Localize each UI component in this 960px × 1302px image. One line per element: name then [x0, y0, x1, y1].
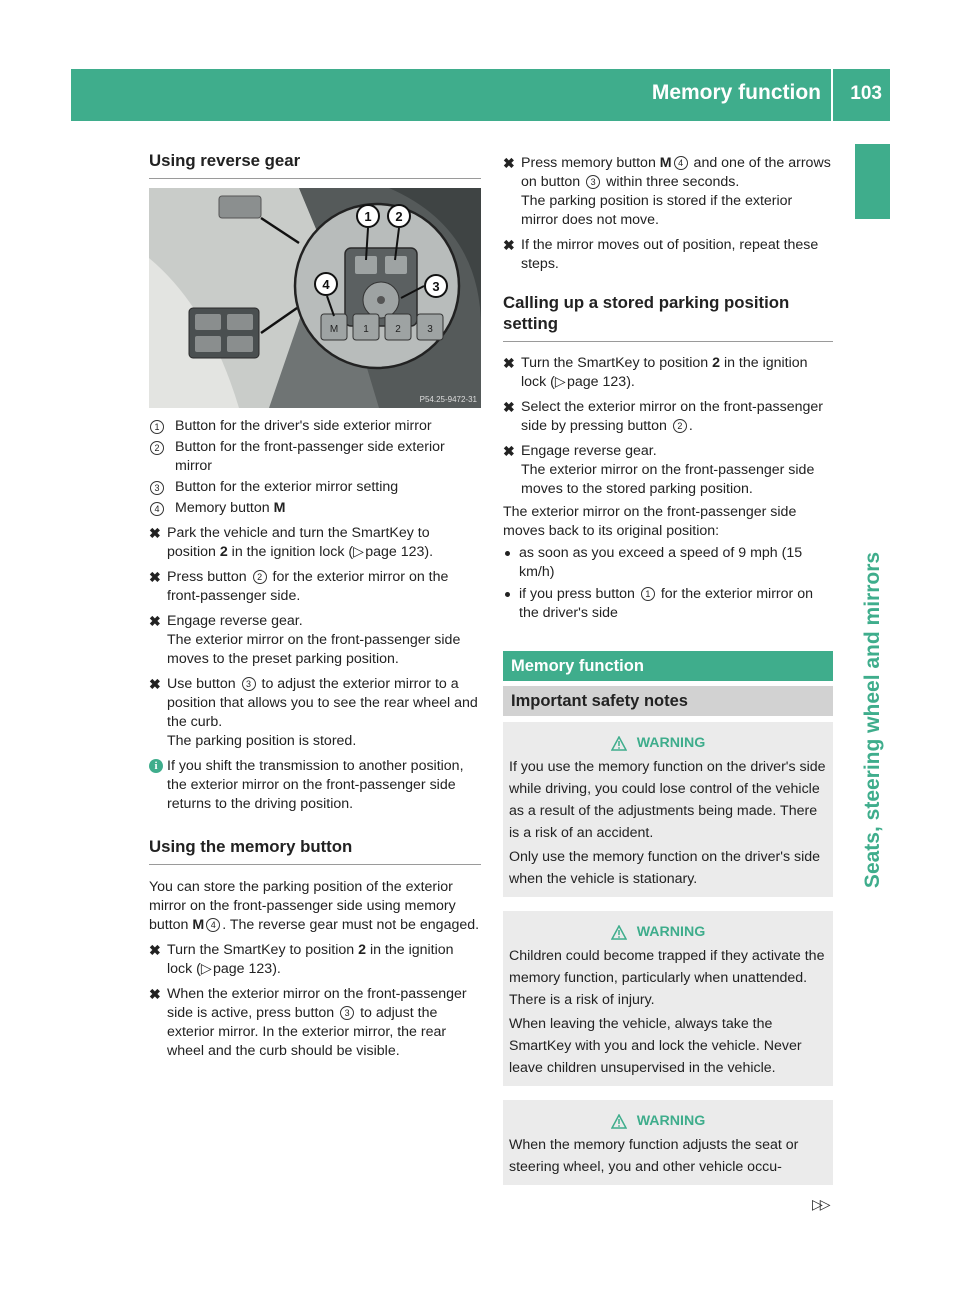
step-arrow-icon: ✖	[149, 942, 161, 958]
warning-box: WARNING If you use the memory function on the driver's side while driving, you could lose control of the vehicle as a result of the adjustments being made. There is a risk of an accident. Only use the memory function on the driver's side when the vehicle is stationary.	[503, 722, 833, 897]
callout-number: 1	[150, 420, 164, 434]
bullet-item: as soon as you exceed a speed of 9 mph (15 km/h)	[503, 544, 833, 582]
bullet-icon	[505, 592, 510, 597]
subsection-safety-notes: Important safety notes	[503, 686, 833, 716]
warning-box: WARNING Children could become trapped if they activate the memory function, particularly when unattended. There is a risk of injury. When leaving the vehicle, always take the SmartKey with you and lock the vehicle. Never leave children unsupervised in the vehicle.	[503, 911, 833, 1086]
legend-item: 3 Button for the exterior mirror setting	[149, 478, 481, 497]
callout-2: 2	[395, 209, 403, 224]
page-link[interactable]: page 123).	[567, 374, 635, 390]
legend-item: 4 Memory button M	[149, 499, 481, 518]
callout-1: 1	[364, 209, 372, 224]
callout-3: 3	[432, 279, 440, 294]
right-column	[503, 150, 833, 1185]
step-engage-reverse: ✖ Engage reverse gear. The exterior mirror on the front-passenger side moves to the preset parking position.	[149, 613, 461, 667]
step-arrow-icon: ✖	[149, 525, 161, 541]
step-arrow-icon: ✖	[503, 237, 515, 253]
step-engage-reverse-2: ✖ Engage reverse gear. The exterior mirror on the front-passenger side moves to the stored parking position.	[503, 443, 815, 497]
step-turn-smartkey-2: ✖ Turn the SmartKey to position 2 in the ignition lock (▷ page 123).	[503, 355, 808, 390]
heading-calling-up: Calling up a stored parking position setting	[503, 292, 833, 342]
step-arrow-icon: ✖	[149, 613, 161, 629]
legend-item: 2 Button for the front-passenger side exterior mirror	[149, 438, 481, 476]
info-note: i If you shift the transmission to another position, the exterior mirror on the front-passenger side returns to the driving position.	[149, 757, 481, 814]
step-turn-smartkey: ✖ Turn the SmartKey to position 2 in the ignition lock (▷ page 123).	[149, 942, 454, 977]
step-arrow-icon: ✖	[503, 399, 515, 415]
bullet-item: if you press button 1 for the exterior mirror on the driver's side	[503, 585, 833, 623]
page-ref-arrow-icon: ▷	[554, 374, 566, 390]
page-ref-arrow-icon: ▷	[200, 961, 212, 977]
info-icon: i	[149, 759, 163, 773]
step-arrow-icon: ✖	[503, 355, 515, 371]
warning-triangle-icon	[611, 925, 627, 940]
continued-icon: ▷▷	[812, 1196, 828, 1212]
side-tab-label: Seats, steering wheel and mirrors	[861, 551, 884, 889]
figure-legend	[149, 417, 481, 518]
step-arrow-icon: ✖	[149, 986, 161, 1002]
door-panel-illustration	[149, 188, 481, 408]
step-park-vehicle: ✖ Park the vehicle and turn the SmartKey to position 2 in the ignition lock (▷ page 123).	[149, 525, 434, 560]
step-press-button-3: ✖ When the exterior mirror on the front-passenger side is active, press button 3 to adjust the exterior mirror. In the exterior mirror, the rear wheel and the curb should be visible.	[149, 986, 467, 1059]
warning-header: WARNING	[509, 732, 827, 754]
key-2-label: 2	[395, 324, 401, 335]
step-arrow-icon: ✖	[503, 155, 515, 171]
header-divider	[831, 69, 833, 121]
warning-header: WARNING	[509, 921, 827, 943]
page-link[interactable]: page 123).	[365, 544, 434, 560]
step-press-memory: ✖ Press memory button M 4 and one of the arrows on button 3 within three seconds. The parking position is stored if the exterior mirror does not move.	[503, 155, 831, 228]
callout-number: 2	[150, 441, 164, 455]
warning-triangle-icon	[611, 1114, 627, 1129]
warning-box: WARNING When the memory function adjusts the seat or steering wheel, you and other vehicle occu-	[503, 1100, 833, 1185]
step-arrow-icon: ✖	[149, 569, 161, 585]
step-repeat: ✖ If the mirror moves out of position, repeat these steps.	[503, 237, 819, 272]
page-link[interactable]: page 123).	[213, 961, 281, 977]
left-column	[149, 150, 481, 1061]
callout-number: 3	[150, 481, 164, 495]
heading-using-reverse-gear: Using reverse gear	[149, 150, 481, 179]
step-press-button: ✖ Press button 2 for the exterior mirror on the front-passenger side.	[149, 569, 449, 604]
header-bar	[71, 69, 890, 121]
step-adjust-mirror: ✖ Use button 3 to adjust the exterior mirror to a position that allows you to see the rear wheel and the curb. The parking position is stored.	[149, 676, 478, 749]
return-paragraph: The exterior mirror on the front-passenger side moves back to its original position:	[503, 504, 797, 539]
key-1-label: 1	[363, 324, 369, 335]
callout-number: 4	[150, 502, 164, 516]
header-title: Memory function	[651, 81, 821, 104]
callout-4: 4	[322, 277, 330, 292]
step-arrow-icon: ✖	[149, 676, 161, 692]
step-arrow-icon: ✖	[503, 443, 515, 459]
page-number: 103	[850, 83, 882, 104]
step-select-mirror: ✖ Select the exterior mirror on the front-passenger side by pressing button 2 .	[503, 399, 824, 434]
key-m-label: M	[329, 324, 339, 335]
figure-code: P54.25-9472-31	[419, 395, 477, 404]
mirror-controls-figure	[149, 188, 481, 408]
legend-item: 1 Button for the driver's side exterior mirror	[149, 417, 481, 436]
side-tab-marker	[855, 144, 890, 219]
bullet-icon	[505, 551, 510, 556]
warning-triangle-icon	[611, 736, 627, 751]
heading-using-memory-button: Using the memory button	[149, 836, 481, 865]
key-3-label: 3	[427, 324, 433, 335]
page-ref-arrow-icon: ▷	[353, 544, 365, 560]
memory-paragraph: You can store the parking position of the exterior mirror on the front-passenger side using memory button M 4 . The reverse gear must not be engaged.	[149, 879, 480, 933]
section-memory-function: Memory function	[503, 651, 833, 681]
warning-header: WARNING	[509, 1110, 827, 1132]
